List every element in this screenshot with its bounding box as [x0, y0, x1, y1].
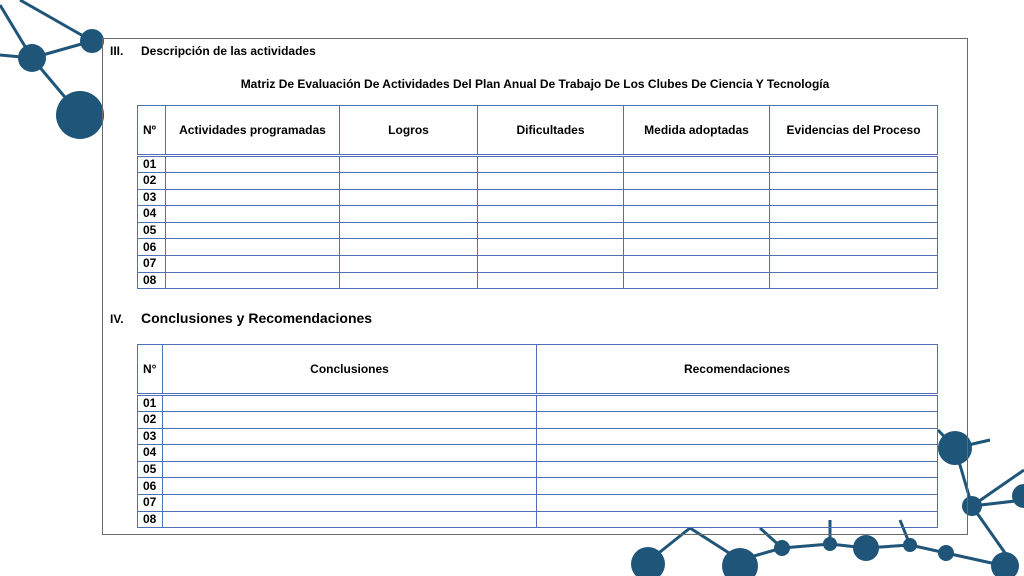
cell-difficulty[interactable] [478, 272, 624, 289]
row-number: 08 [138, 511, 163, 528]
cell-recommendation[interactable] [537, 428, 938, 445]
cell-achievement[interactable] [340, 255, 478, 272]
column-header-number: Nº [138, 106, 166, 156]
cell-activity[interactable] [166, 206, 340, 223]
row-number: 04 [138, 206, 166, 223]
cell-recommendation[interactable] [537, 494, 938, 511]
cell-activity[interactable] [166, 255, 340, 272]
cell-difficulty[interactable] [478, 156, 624, 173]
cell-recommendation[interactable] [537, 511, 938, 528]
cell-achievement[interactable] [340, 222, 478, 239]
table-row [138, 189, 938, 206]
cell-measure[interactable] [624, 239, 770, 256]
table-row [138, 412, 938, 429]
cell-measure[interactable] [624, 156, 770, 173]
row-number: 07 [138, 255, 166, 272]
row-number: 04 [138, 445, 163, 462]
cell-conclusion[interactable] [163, 478, 537, 495]
row-number: 07 [138, 494, 163, 511]
cell-activity[interactable] [166, 222, 340, 239]
row-number: 05 [138, 222, 166, 239]
table-row [138, 494, 938, 511]
cell-achievement[interactable] [340, 272, 478, 289]
cell-achievement[interactable] [340, 239, 478, 256]
cell-activity[interactable] [166, 189, 340, 206]
cell-conclusion[interactable] [163, 461, 537, 478]
table-row [138, 511, 938, 528]
row-number: 06 [138, 478, 163, 495]
cell-recommendation[interactable] [537, 478, 938, 495]
table-row [138, 272, 938, 289]
conclusions-table [137, 344, 938, 528]
column-header-measures: Medida adoptadas [624, 106, 770, 156]
cell-activity[interactable] [166, 272, 340, 289]
cell-evidence[interactable] [770, 222, 938, 239]
cell-evidence[interactable] [770, 206, 938, 223]
cell-achievement[interactable] [340, 173, 478, 190]
section-3-title: Descripción de las actividades [141, 44, 316, 58]
row-number: 03 [138, 189, 166, 206]
row-number: 08 [138, 272, 166, 289]
row-number: 01 [138, 156, 166, 173]
cell-measure[interactable] [624, 222, 770, 239]
table-row [138, 222, 938, 239]
cell-measure[interactable] [624, 189, 770, 206]
cell-recommendation[interactable] [537, 395, 938, 412]
matrix-title: Matriz De Evaluación De Actividades Del Plan Anual De Trabajo De Los Clubes De Ciencia Y Tecnología [240, 77, 830, 91]
cell-evidence[interactable] [770, 156, 938, 173]
cell-achievement[interactable] [340, 206, 478, 223]
cell-evidence[interactable] [770, 173, 938, 190]
cell-achievement[interactable] [340, 189, 478, 206]
column-header-difficulties: Dificultades [478, 106, 624, 156]
row-number: 02 [138, 412, 163, 429]
cell-recommendation[interactable] [537, 445, 938, 462]
row-number: 06 [138, 239, 166, 256]
row-number: 02 [138, 173, 166, 190]
cell-recommendation[interactable] [537, 461, 938, 478]
table-row [138, 461, 938, 478]
cell-measure[interactable] [624, 272, 770, 289]
table-row [138, 445, 938, 462]
cell-evidence[interactable] [770, 189, 938, 206]
section-4-title: Conclusiones y Recomendaciones [141, 310, 373, 326]
cell-difficulty[interactable] [478, 255, 624, 272]
column-header-conclusions: Conclusiones [163, 345, 537, 395]
cell-conclusion[interactable] [163, 511, 537, 528]
cell-measure[interactable] [624, 173, 770, 190]
table-row [138, 156, 938, 173]
table-row [138, 255, 938, 272]
cell-difficulty[interactable] [478, 206, 624, 223]
row-number: 03 [138, 428, 163, 445]
cell-difficulty[interactable] [478, 173, 624, 190]
cell-evidence[interactable] [770, 255, 938, 272]
cell-conclusion[interactable] [163, 428, 537, 445]
table-header-row [138, 106, 938, 156]
cell-measure[interactable] [624, 206, 770, 223]
cell-activity[interactable] [166, 239, 340, 256]
table-row [138, 478, 938, 495]
cell-recommendation[interactable] [537, 412, 938, 429]
column-header-number: N° [138, 345, 163, 395]
column-header-recommendations: Recomendaciones [537, 345, 938, 395]
section-4-number: IV. [110, 312, 124, 326]
cell-conclusion[interactable] [163, 412, 537, 429]
cell-difficulty[interactable] [478, 239, 624, 256]
cell-conclusion[interactable] [163, 445, 537, 462]
table-row [138, 173, 938, 190]
cell-conclusion[interactable] [163, 494, 537, 511]
table-row [138, 395, 938, 412]
column-header-evidence: Evidencias del Proceso [770, 106, 938, 156]
table-row [138, 206, 938, 223]
row-number: 01 [138, 395, 163, 412]
cell-difficulty[interactable] [478, 189, 624, 206]
column-header-activities: Actividades programadas [166, 106, 340, 156]
cell-evidence[interactable] [770, 272, 938, 289]
cell-evidence[interactable] [770, 239, 938, 256]
cell-measure[interactable] [624, 255, 770, 272]
cell-achievement[interactable] [340, 156, 478, 173]
cell-activity[interactable] [166, 173, 340, 190]
column-header-achievements: Logros [340, 106, 478, 156]
table-header-row [138, 345, 938, 395]
table-row [138, 428, 938, 445]
row-number: 05 [138, 461, 163, 478]
activities-evaluation-table [137, 105, 938, 289]
cell-activity[interactable] [166, 156, 340, 173]
table-row [138, 239, 938, 256]
cell-difficulty[interactable] [478, 222, 624, 239]
cell-conclusion[interactable] [163, 395, 537, 412]
section-3-number: III. [110, 44, 124, 58]
